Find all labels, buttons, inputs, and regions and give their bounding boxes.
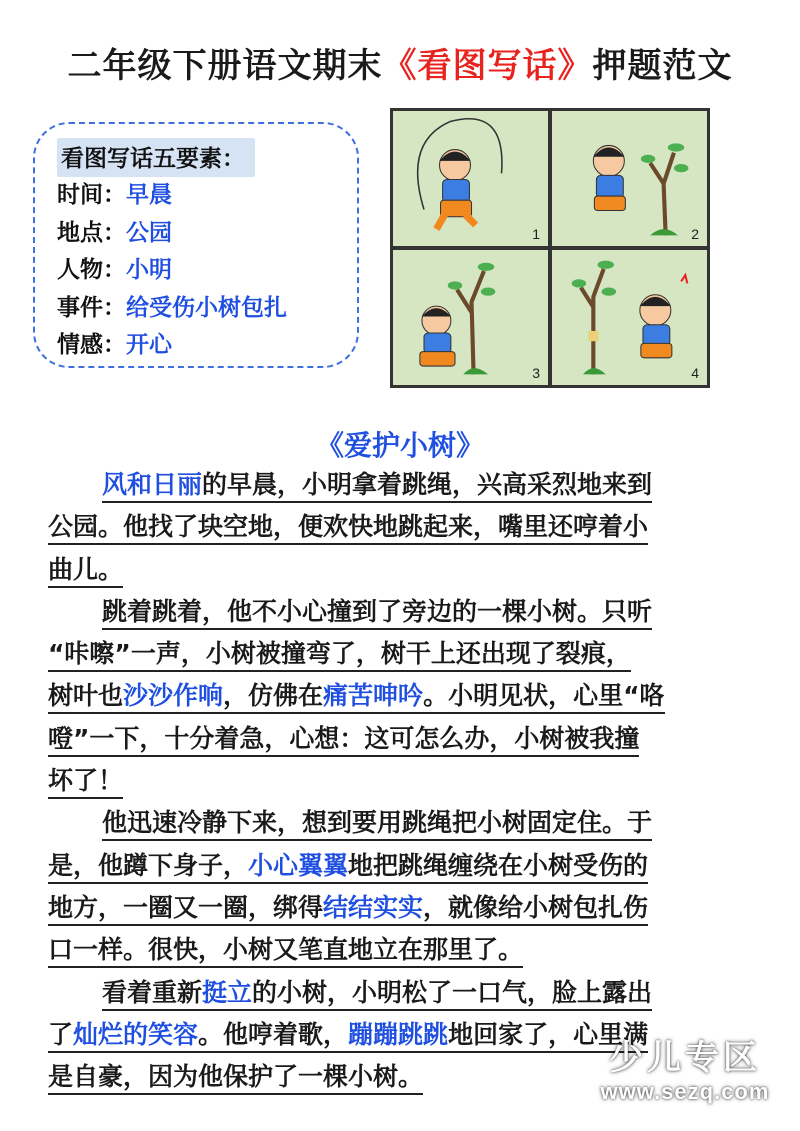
highlighted-phrase: 风和日丽	[102, 470, 203, 499]
boy-tying-tree-illustration	[393, 250, 548, 385]
element-value: 早晨	[126, 182, 172, 208]
essay-text: 地把跳绳缠绕在小树受伤的	[348, 850, 649, 880]
comic-panel-3	[393, 250, 548, 385]
essay-line-text	[48, 681, 665, 714]
essay-text: 坏了！	[48, 766, 124, 796]
essay-line	[48, 931, 760, 973]
title-part-1: 二年级下册语文期末	[67, 46, 383, 86]
essay-line	[48, 720, 760, 762]
essay-line-text	[48, 851, 648, 884]
essay-text: 。他哼着歌，	[198, 1019, 349, 1049]
element-row-person	[57, 252, 357, 290]
essay-line	[48, 974, 760, 1016]
title-part-2: 押题范文	[592, 46, 733, 86]
essay-text: ，仿佛在	[223, 681, 324, 711]
comic-panel-4	[552, 250, 707, 385]
essay-text: 看着重新	[102, 977, 203, 1007]
five-elements-box	[33, 122, 359, 368]
highlighted-phrase: 痛苦呻吟	[323, 681, 424, 711]
element-value: 给受伤小树包扎	[126, 294, 287, 321]
panel-number: 1	[532, 226, 540, 242]
essay-line-text	[48, 1062, 423, 1095]
essay-line	[48, 593, 760, 635]
element-key: 事件：	[57, 294, 126, 321]
essay-line-text	[102, 470, 652, 503]
essay-line	[48, 889, 760, 931]
element-key: 情感：	[57, 332, 126, 358]
comic-panel-2	[552, 111, 707, 246]
element-row-time	[57, 177, 357, 215]
essay-text: 的早晨，小明拿着跳绳，兴高采烈地来到	[202, 470, 653, 499]
essay-line	[48, 762, 760, 804]
essay-line	[48, 804, 760, 846]
element-key: 地点：	[57, 219, 126, 246]
essay-text: ，就像给小树包扎伤	[423, 892, 649, 922]
essay-title: 《爱护小树》	[315, 429, 484, 462]
essay-body	[48, 466, 760, 1100]
element-value: 小明	[126, 257, 172, 283]
essay-line-text	[48, 766, 123, 799]
essay-line	[48, 466, 760, 508]
title-part-red: 《看图写话》	[382, 46, 593, 86]
panel-number: 4	[691, 365, 699, 381]
highlighted-phrase: 灿烂的笑容	[73, 1019, 199, 1049]
highlighted-phrase: 蹦蹦跳跳	[348, 1019, 449, 1049]
essay-text: 地方，一圈又一圈，绑得	[48, 892, 324, 922]
essay-line-text	[102, 597, 652, 630]
watermark	[585, 1030, 785, 1105]
essay-text: 他迅速冷静下来，想到要用跳绳把小树固定住。于	[102, 808, 653, 838]
essay-line-text	[102, 808, 652, 841]
essay-text: “咔嚓”一声，小树被撞弯了，树干上还出现了裂痕，	[48, 639, 631, 669]
highlighted-phrase: 挺立	[202, 977, 253, 1007]
essay-line-text	[48, 724, 639, 757]
highlighted-phrase: 沙沙作响	[123, 681, 224, 711]
essay-text: 跳着跳着，他不小心撞到了旁边的一棵小树。只听	[102, 596, 653, 626]
essay-line-text	[48, 555, 123, 588]
essay-text: 公园。他找了块空地，便欢快地跳起来，嘴里还哼着小	[48, 512, 649, 542]
boy-bumps-tree-illustration	[552, 111, 707, 246]
essay-text: 。小明见状，心里“咯	[423, 681, 665, 711]
essay-text: 噔”一下，十分着急，心想：这可怎么办，小树被我撞	[48, 723, 640, 753]
element-key: 时间：	[57, 182, 126, 208]
element-row-emotion	[57, 327, 357, 365]
element-value: 开心	[126, 332, 172, 358]
essay-line	[48, 847, 760, 889]
essay-line	[48, 508, 760, 550]
highlighted-phrase: 小心翼翼	[248, 850, 349, 880]
essay-line-text	[48, 512, 648, 545]
essay-text: 口一样。很快，小树又笔直地立在那里了。	[48, 935, 524, 965]
element-key: 人物：	[57, 257, 126, 283]
element-value: 公园	[126, 219, 172, 246]
essay-text: 是，他蹲下身子，	[48, 850, 249, 880]
watermark-name: 少儿专区	[609, 1038, 761, 1078]
five-elements-heading: 看图写话五要素：	[57, 138, 255, 177]
highlighted-phrase: 结结实实	[323, 892, 424, 922]
essay-text: 树叶也	[48, 681, 124, 711]
essay-text: 了	[48, 1019, 74, 1049]
essay-line	[48, 677, 760, 719]
essay-text: 的小树，小明松了一口气，脸上露出	[252, 977, 653, 1007]
essay-line-text	[48, 893, 648, 926]
boy-happy-leaving-illustration	[552, 250, 707, 385]
comic-strip	[390, 108, 710, 388]
comic-panel-1	[393, 111, 548, 246]
essay-text: 曲儿。	[48, 554, 124, 584]
essay-line-text	[48, 639, 631, 672]
watermark-url: www.sezq.com	[600, 1079, 770, 1104]
essay-line-text	[48, 935, 523, 968]
essay-line	[48, 551, 760, 593]
panel-number: 2	[691, 226, 699, 242]
essay-line	[48, 635, 760, 677]
panel-number: 3	[532, 365, 540, 381]
element-row-event	[57, 290, 357, 328]
essay-line-text	[102, 978, 652, 1011]
essay-text: 地回家了，心里满	[448, 1019, 649, 1049]
essay-line-text	[48, 1020, 648, 1053]
page-title	[0, 38, 800, 87]
element-row-place	[57, 215, 357, 253]
essay-text: 是自豪，因为他保护了一棵小树。	[48, 1062, 424, 1092]
boy-jumping-rope-illustration	[393, 111, 548, 246]
